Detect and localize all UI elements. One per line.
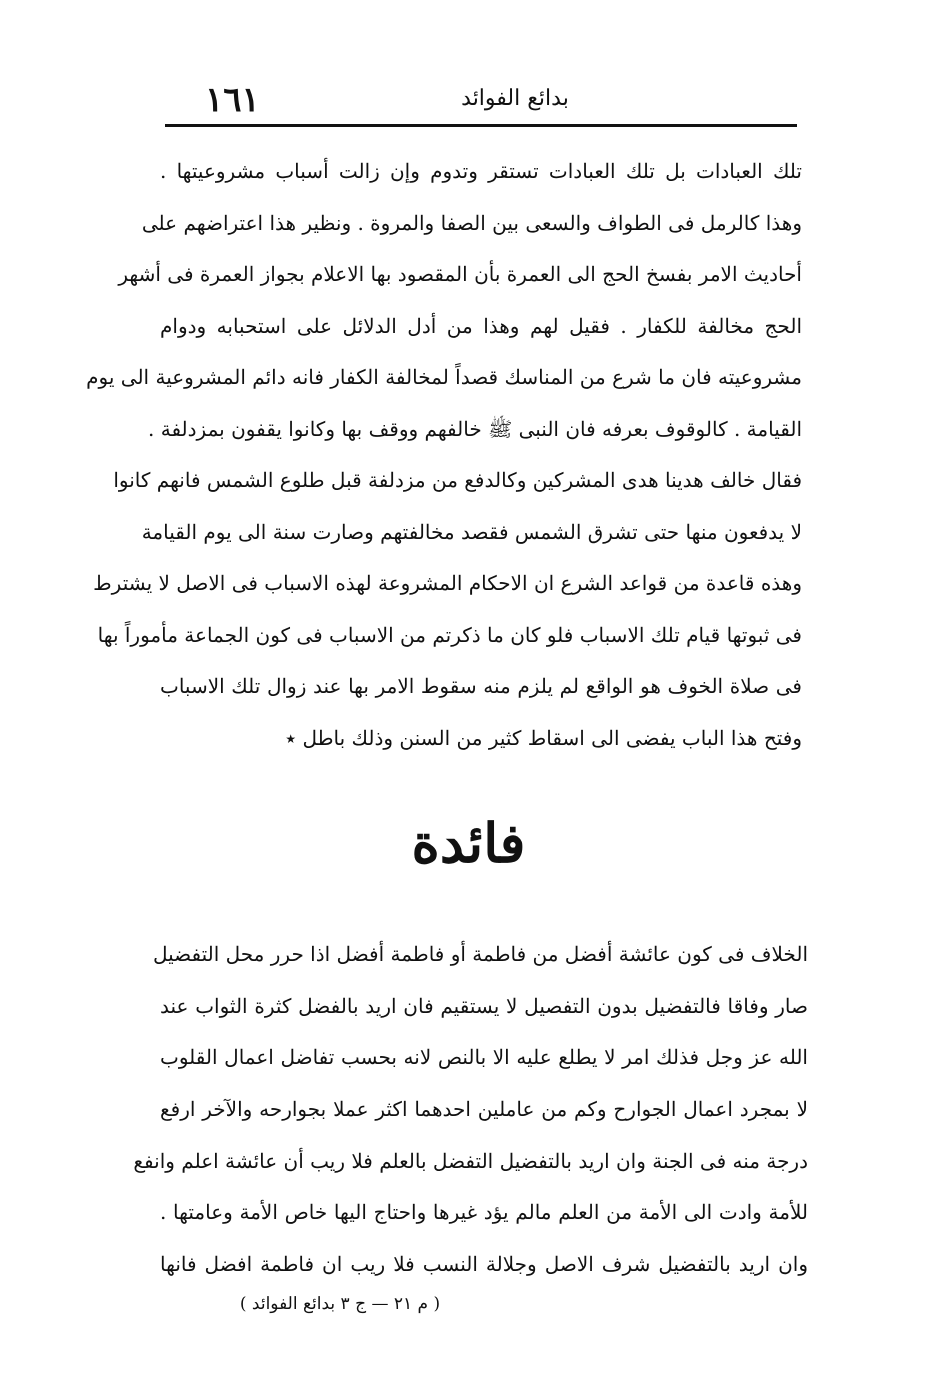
- running-title: بدائع الفوائد: [461, 86, 569, 111]
- text-line: الخلاف فى كون عائشة أفضل من فاطمة أو فاطمة أفضل اذا حرر محل التفضيل: [152, 942, 808, 966]
- text-line: فقال خالف هدينا هدى المشركين وكالدفع من مزدلفة قبل طلوع الشمس فانهم كانوا: [113, 468, 802, 492]
- text-line: وهذه قاعدة من قواعد الشرع ان الاحكام المشروعة لهذه الاسباب فى الاصل لا يشترط: [93, 571, 802, 595]
- text-line: وفتح هذا الباب يفضى الى اسقاط كثير من السنن وذلك باطل ٭: [285, 725, 802, 750]
- page-header: [165, 76, 797, 124]
- text-line: الله عز وجل فذلك امر لا يطلع عليه الا بالنص لانه بحسب تفاضل اعمال القلوب: [160, 1045, 808, 1070]
- text-line: الحج مخالفة للكفار . فقيل لهم وهذا من أدل الدلائل على استحبابه ودوام: [160, 313, 802, 338]
- header-rule: [165, 124, 797, 127]
- section-heading: فائدة: [411, 811, 526, 875]
- text-line: لا يدفعون منها حتى تشرق الشمس فقصد مخالفتهم وصارت سنة الى يوم القيامة: [141, 519, 802, 544]
- text-line: القيامة . كالوقوف بعرفه فان النبى ﷺ خالفهم ووقف بها وكانوا يقفون بمزدلفة .: [148, 416, 802, 441]
- signature-footnote: ( م ٢١ — ج ٣ بدائع الفوائد ): [239, 1294, 441, 1314]
- paragraph-one: [86, 146, 802, 764]
- text-line: فى ثبوتها قيام تلك الاسباب فلو كان ما ذكرتم من الاسباب فى كون الجماعة مأموراً بها: [97, 622, 802, 647]
- text-line: صار وفاقا فالتفضيل بدون التفصيل لا يستقيم فان اريد بالفضل كثرة الثواب عند: [160, 993, 808, 1018]
- text-line: تلك العبادات بل تلك العبادات تستقر وتدوم وإن زالت أسباب مشروعيتها .: [160, 159, 802, 183]
- text-line: مشروعيته فان ما شرع من المناسك قصداً لمخالفة الكفار فانه دائم المشروعية الى يوم: [86, 365, 802, 389]
- text-line: أحاديث الامر بفسخ الحج الى العمرة بأن المقصود بها الاعلام بجواز العمرة فى أشهر: [118, 262, 802, 286]
- text-line: درجة منه فى الجنة وان اريد بالتفضيل التفضل بالعلم فلا ريب أن عائشة اعلم وانفع: [133, 1148, 808, 1173]
- text-line: وهذا كالرمل فى الطواف والسعى بين الصفا والمروة . ونظير هذا اعتراضهم على: [141, 210, 802, 235]
- text-line: لا بمجرد اعمال الجوارح وكم من عاملين احدهما اكثر عملا بجوارحه والآخر ارفع: [160, 1097, 808, 1122]
- paragraph-two: [133, 929, 808, 1291]
- text-line: فى صلاة الخوف هو الواقع لم يلزم منه سقوط الامر بها عند زوال تلك الاسباب: [160, 674, 802, 698]
- text-line: وان اريد بالتفضيل شرف الاصل وجلالة النسب فلا ريب ان فاطمة افضل فانها: [160, 1252, 808, 1277]
- page-number: ١٦١: [205, 80, 260, 120]
- text-line: للأمة وادت الى الأمة من العلم مالم يؤد غيرها واحتاج اليها خاص الأمة وعامتها .: [160, 1200, 808, 1225]
